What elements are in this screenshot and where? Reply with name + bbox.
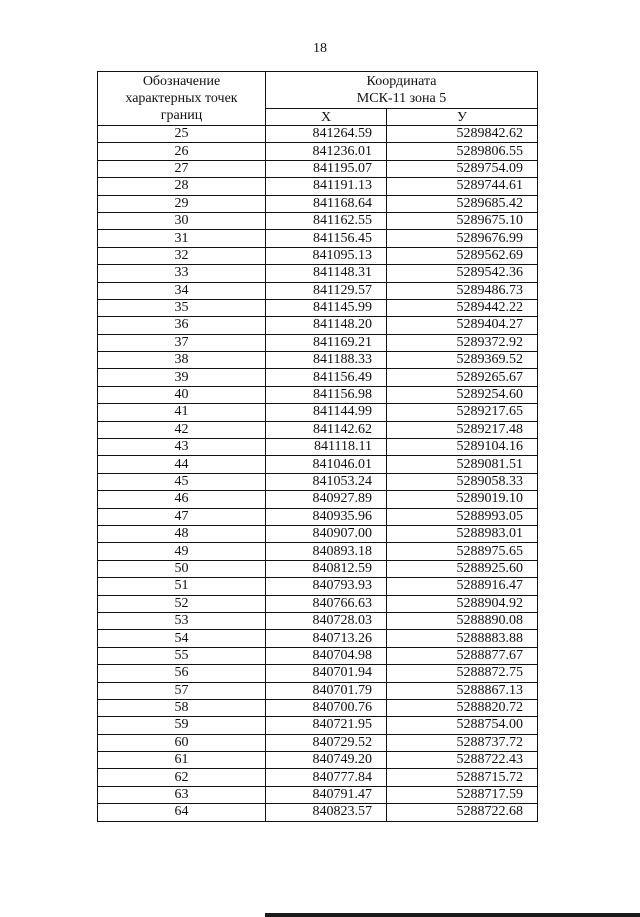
point-cell: 61 [98, 752, 266, 769]
point-cell: 31 [98, 230, 266, 247]
x-coordinate-cell: 840721.95 [266, 717, 387, 734]
point-cell: 29 [98, 195, 266, 212]
coordinate-header-line1: Координата [366, 74, 437, 89]
y-coordinate-cell: 5289675.10 [387, 212, 538, 229]
point-cell: 26 [98, 143, 266, 160]
y-coordinate-cell: 5289254.60 [387, 386, 538, 403]
point-cell: 53 [98, 612, 266, 629]
x-coordinate-cell: 840793.93 [266, 578, 387, 595]
table-row [98, 473, 538, 490]
table-row [98, 769, 538, 786]
x-coordinate-cell: 841236.01 [266, 143, 387, 160]
page-number: 18 [313, 41, 327, 56]
table-row [98, 491, 538, 508]
table-header [98, 72, 538, 126]
y-coordinate-cell: 5288820.72 [387, 699, 538, 716]
x-coordinate-cell: 840729.52 [266, 734, 387, 751]
table-row [98, 804, 538, 821]
y-coordinate-cell: 5289265.67 [387, 369, 538, 386]
y-coordinate-cell: 5289676.99 [387, 230, 538, 247]
y-coordinate-cell: 5288872.75 [387, 665, 538, 682]
y-coordinate-cell: 5289685.42 [387, 195, 538, 212]
points-header-line2: характерных точек [125, 91, 238, 106]
point-cell: 58 [98, 699, 266, 716]
point-cell: 45 [98, 473, 266, 490]
point-cell: 32 [98, 247, 266, 264]
point-cell: 38 [98, 352, 266, 369]
point-cell: 57 [98, 682, 266, 699]
y-coordinate-cell: 5288867.13 [387, 682, 538, 699]
x-coordinate-cell: 840791.47 [266, 786, 387, 803]
point-cell: 34 [98, 282, 266, 299]
point-cell: 42 [98, 421, 266, 438]
y-coordinate-cell: 5289104.16 [387, 439, 538, 456]
x-coordinate-cell: 840893.18 [266, 543, 387, 560]
y-coordinate-cell: 5288916.47 [387, 578, 538, 595]
table-row [98, 595, 538, 612]
point-cell: 27 [98, 160, 266, 177]
y-coordinate-cell: 5289562.69 [387, 247, 538, 264]
table-row [98, 421, 538, 438]
header-row [98, 72, 538, 109]
point-cell: 56 [98, 665, 266, 682]
y-coordinate-cell: 5288877.67 [387, 647, 538, 664]
y-coordinate-cell: 5288722.43 [387, 752, 538, 769]
table-row [98, 717, 538, 734]
table-row [98, 386, 538, 403]
x-coordinate-cell: 840777.84 [266, 769, 387, 786]
y-coordinate-cell: 5288715.72 [387, 769, 538, 786]
y-coordinate-cell: 5289404.27 [387, 317, 538, 334]
table-row [98, 665, 538, 682]
y-coordinate-cell: 5288737.72 [387, 734, 538, 751]
point-cell: 40 [98, 386, 266, 403]
table-row [98, 404, 538, 421]
y-coordinate-cell: 5289744.61 [387, 178, 538, 195]
x-coordinate-cell: 841264.59 [266, 126, 387, 143]
y-coordinate-cell: 5289369.52 [387, 352, 538, 369]
table-row [98, 786, 538, 803]
y-coordinate-cell: 5289806.55 [387, 143, 538, 160]
point-cell: 44 [98, 456, 266, 473]
footer-rule [265, 913, 640, 917]
y-coordinate-cell: 5289372.92 [387, 334, 538, 351]
y-coordinate-cell: 5288754.00 [387, 717, 538, 734]
table-row [98, 630, 538, 647]
x-coordinate-cell: 840728.03 [266, 612, 387, 629]
table-row [98, 647, 538, 664]
point-cell: 55 [98, 647, 266, 664]
x-coordinate-cell: 841195.07 [266, 160, 387, 177]
y-coordinate-cell: 5289442.22 [387, 299, 538, 316]
table-row [98, 212, 538, 229]
x-coordinate-cell: 840766.63 [266, 595, 387, 612]
y-coordinate-cell: 5288925.60 [387, 560, 538, 577]
x-coordinate-cell: 840935.96 [266, 508, 387, 525]
y-coordinate-cell: 5289754.09 [387, 160, 538, 177]
table-body [98, 126, 538, 822]
point-cell: 54 [98, 630, 266, 647]
y-coordinate-cell: 5289486.73 [387, 282, 538, 299]
table-row [98, 699, 538, 716]
x-coordinate-cell: 840749.20 [266, 752, 387, 769]
y-coordinate-cell: 5288717.59 [387, 786, 538, 803]
x-coordinate-cell: 841053.24 [266, 473, 387, 490]
y-coordinate-cell: 5288904.92 [387, 595, 538, 612]
point-cell: 28 [98, 178, 266, 195]
x-coordinate-cell: 841145.99 [266, 299, 387, 316]
coordinate-group-header [266, 72, 538, 109]
point-cell: 41 [98, 404, 266, 421]
point-cell: 47 [98, 508, 266, 525]
points-header-line3: границ [160, 108, 203, 123]
table-row [98, 317, 538, 334]
x-coordinate-cell: 841156.98 [266, 386, 387, 403]
x-coordinate-cell: 840907.00 [266, 525, 387, 542]
y-coordinate-cell: 5288975.65 [387, 543, 538, 560]
x-coordinate-cell: 841156.45 [266, 230, 387, 247]
table-row [98, 143, 538, 160]
x-coordinate-cell: 841142.62 [266, 421, 387, 438]
y-coordinate-cell: 5289542.36 [387, 265, 538, 282]
y-coordinate-cell: 5289842.62 [387, 126, 538, 143]
y-coordinate-cell: 5288983.01 [387, 525, 538, 542]
point-cell: 25 [98, 126, 266, 143]
y-column-header: У [387, 109, 538, 126]
x-coordinate-cell: 841095.13 [266, 247, 387, 264]
point-cell: 62 [98, 769, 266, 786]
point-cell: 60 [98, 734, 266, 751]
x-coordinate-cell: 841148.31 [266, 265, 387, 282]
x-coordinate-cell: 841168.64 [266, 195, 387, 212]
point-cell: 48 [98, 525, 266, 542]
x-coordinate-cell: 841144.99 [266, 404, 387, 421]
table-row [98, 247, 538, 264]
table-row [98, 334, 538, 351]
x-coordinate-cell: 841129.57 [266, 282, 387, 299]
x-coordinate-cell: 840704.98 [266, 647, 387, 664]
y-coordinate-cell: 5288722.68 [387, 804, 538, 821]
point-cell: 33 [98, 265, 266, 282]
x-coordinate-cell: 840823.57 [266, 804, 387, 821]
point-cell: 50 [98, 560, 266, 577]
table-row [98, 299, 538, 316]
table-row [98, 752, 538, 769]
table-row [98, 612, 538, 629]
x-coordinate-cell: 840701.94 [266, 665, 387, 682]
point-cell: 37 [98, 334, 266, 351]
x-coordinate-cell: 840812.59 [266, 560, 387, 577]
x-coordinate-cell: 840700.76 [266, 699, 387, 716]
point-cell: 36 [98, 317, 266, 334]
table-row [98, 543, 538, 560]
points-header-line1: Обозначение [142, 74, 221, 89]
y-coordinate-cell: 5288993.05 [387, 508, 538, 525]
x-coordinate-cell: 840927.89 [266, 491, 387, 508]
point-cell: 39 [98, 369, 266, 386]
x-coordinate-cell: 841148.20 [266, 317, 387, 334]
y-coordinate-cell: 5288890.08 [387, 612, 538, 629]
table-row [98, 195, 538, 212]
table-row [98, 508, 538, 525]
table-row [98, 160, 538, 177]
point-cell: 51 [98, 578, 266, 595]
table-row [98, 578, 538, 595]
x-column-header: Х [266, 109, 387, 126]
point-cell: 64 [98, 804, 266, 821]
x-coordinate-cell: 841188.33 [266, 352, 387, 369]
table-row [98, 178, 538, 195]
y-coordinate-cell: 5288883.88 [387, 630, 538, 647]
coordinates-table [97, 71, 538, 822]
table-row [98, 456, 538, 473]
table-row [98, 734, 538, 751]
point-cell: 46 [98, 491, 266, 508]
point-cell: 30 [98, 212, 266, 229]
table-row [98, 126, 538, 143]
table-row [98, 369, 538, 386]
point-cell: 52 [98, 595, 266, 612]
x-coordinate-cell: 841156.49 [266, 369, 387, 386]
table-row [98, 265, 538, 282]
point-cell: 43 [98, 439, 266, 456]
table-row [98, 560, 538, 577]
points-column-header [98, 72, 266, 126]
point-cell: 59 [98, 717, 266, 734]
table-row [98, 682, 538, 699]
table-row [98, 230, 538, 247]
table-row [98, 439, 538, 456]
x-coordinate-cell: 841169.21 [266, 334, 387, 351]
y-coordinate-cell: 5289081.51 [387, 456, 538, 473]
table-row [98, 282, 538, 299]
x-coordinate-cell: 841191.13 [266, 178, 387, 195]
y-coordinate-cell: 5289217.65 [387, 404, 538, 421]
point-cell: 63 [98, 786, 266, 803]
x-coordinate-cell: 841162.55 [266, 212, 387, 229]
y-coordinate-cell: 5289217.48 [387, 421, 538, 438]
x-coordinate-cell: 840713.26 [266, 630, 387, 647]
x-coordinate-cell: 840701.79 [266, 682, 387, 699]
point-cell: 35 [98, 299, 266, 316]
coordinate-header-line2: МСК-11 зона 5 [356, 91, 447, 106]
y-coordinate-cell: 5289058.33 [387, 473, 538, 490]
table-row [98, 352, 538, 369]
x-coordinate-cell: 841046.01 [266, 456, 387, 473]
x-coordinate-cell: 841118.11 [266, 439, 387, 456]
table-row [98, 525, 538, 542]
y-coordinate-cell: 5289019.10 [387, 491, 538, 508]
point-cell: 49 [98, 543, 266, 560]
